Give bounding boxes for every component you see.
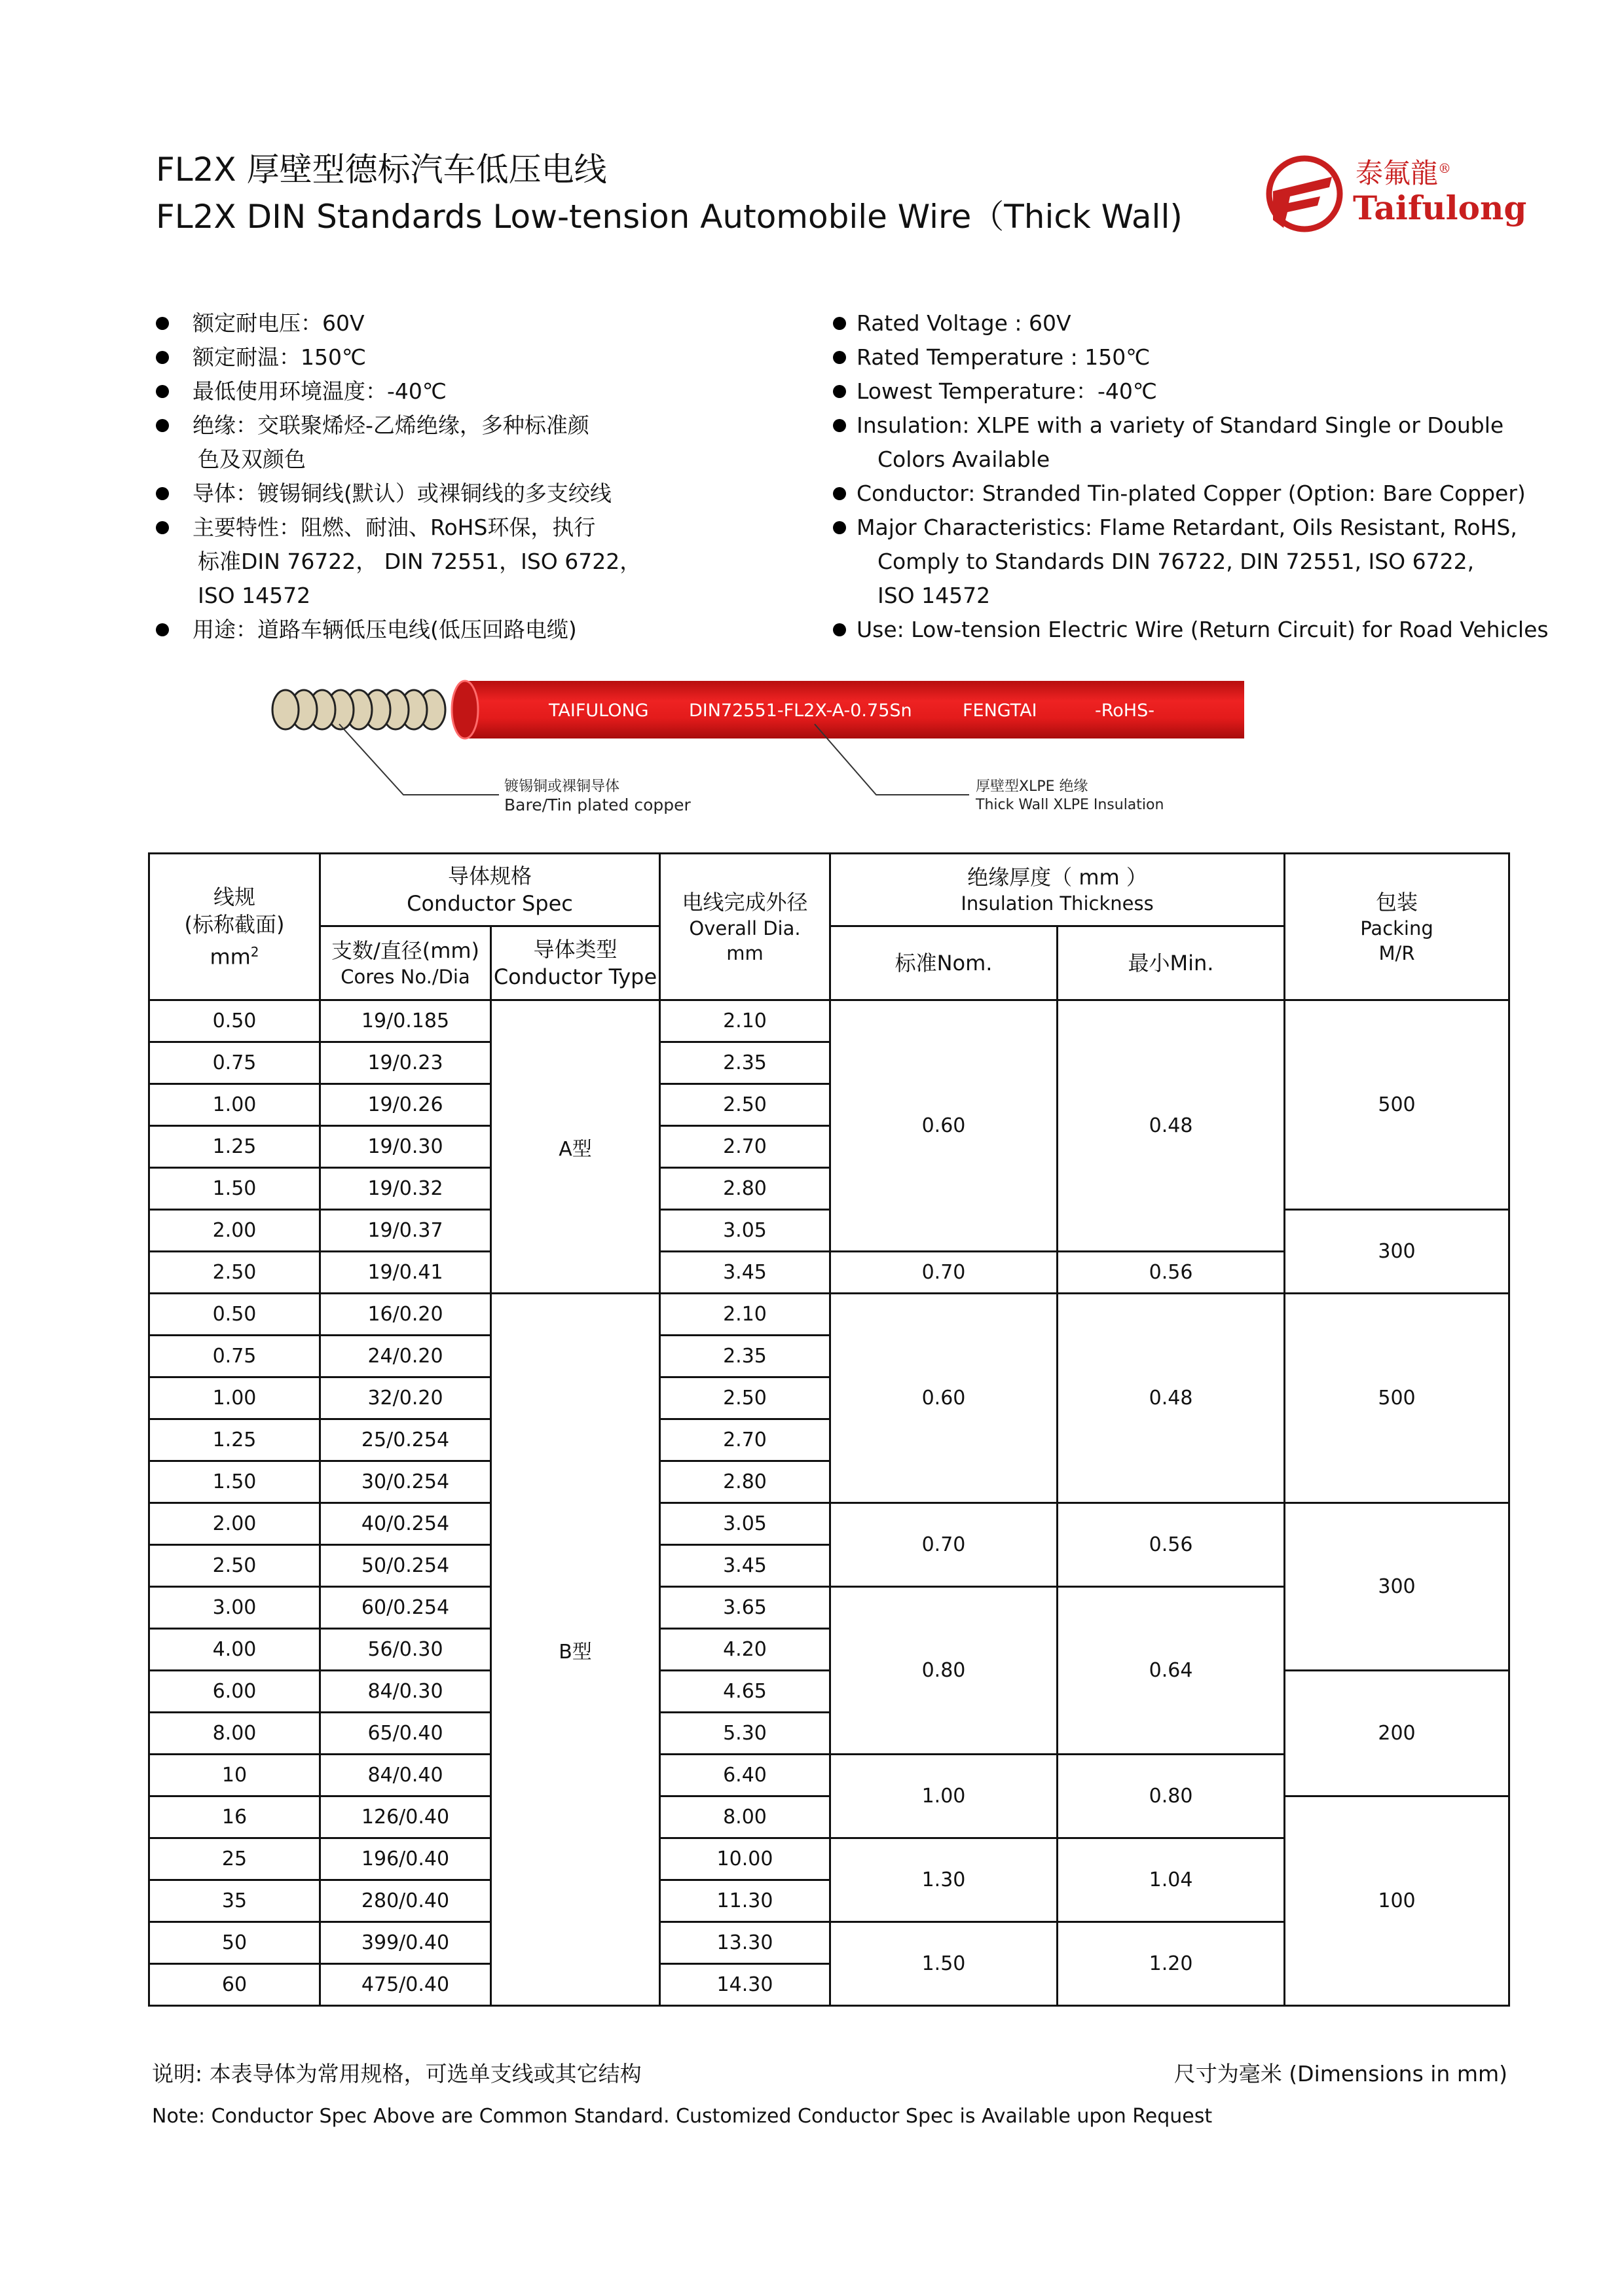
spec-table xyxy=(148,852,1510,2007)
cell-cores: 56/0.30 xyxy=(320,1629,491,1671)
cell-overall-dia: 8.00 xyxy=(660,1796,830,1838)
cell-overall-dia: 3.65 xyxy=(660,1587,830,1629)
table-row xyxy=(149,1210,1509,1252)
cell-overall-dia: 3.05 xyxy=(660,1503,830,1545)
cell-size: 60 xyxy=(149,1964,320,2006)
bullet-dot-icon xyxy=(156,317,169,330)
feature-text-continued: 标准DIN 76722， DIN 72551，ISO 6722， xyxy=(198,549,642,574)
feature-text: 用途：道路车辆低压电线(低压回路电缆) xyxy=(193,617,577,642)
bullet-dot-icon xyxy=(833,521,846,534)
header-size: 线规 (标称截面) $mm^2$ xyxy=(149,854,320,1000)
feature-text: 最低使用环境温度：-40℃ xyxy=(193,378,447,404)
wire-print-brand: TAIFULONG xyxy=(549,701,649,721)
feature-text-continued: ISO 14572 xyxy=(198,583,311,608)
cell-insulation-nom: 0.70 xyxy=(830,1252,1058,1294)
cell-overall-dia: 2.70 xyxy=(660,1126,830,1168)
cell-cores: 19/0.185 xyxy=(320,1000,491,1042)
cell-size: 1.50 xyxy=(149,1168,320,1210)
cell-insulation-min: 1.04 xyxy=(1058,1838,1285,1922)
cell-conductor-type: B型 xyxy=(491,1294,660,2006)
taifulong-logo xyxy=(1264,148,1527,240)
cell-overall-dia: 2.35 xyxy=(660,1042,830,1084)
cell-insulation-nom: 1.30 xyxy=(830,1838,1058,1922)
registered-mark: ® xyxy=(1438,160,1452,176)
cell-insulation-min: 0.48 xyxy=(1058,1000,1285,1252)
feature-item xyxy=(833,306,1579,340)
cell-overall-dia: 2.80 xyxy=(660,1168,830,1210)
header-overall-dia: 电线完成外径 Overall Dia. mm xyxy=(660,854,830,1000)
header-conductor-type: 导体类型 Conductor Type xyxy=(491,926,660,1000)
cell-overall-dia: 2.10 xyxy=(660,1294,830,1336)
cell-cores: 19/0.32 xyxy=(320,1168,491,1210)
feature-text: 绝缘：交联聚烯烃-乙烯绝缘，多种标准颜 xyxy=(193,412,589,438)
cell-cores: 126/0.40 xyxy=(320,1796,491,1838)
feature-item xyxy=(156,511,837,613)
feature-text: Use: Low-tension Electric Wire (Return Circuit) for Road Vehicles xyxy=(857,617,1549,642)
wire-print-spec: DIN72551-FL2X-A-0.75Sn xyxy=(689,701,912,721)
header-packing: 包装 Packing M/R xyxy=(1285,854,1509,1000)
bullet-dot-icon xyxy=(833,623,846,636)
table-row xyxy=(149,1671,1509,1713)
cell-size: 16 xyxy=(149,1796,320,1838)
cell-cores: 196/0.40 xyxy=(320,1838,491,1880)
cell-size: 1.00 xyxy=(149,1377,320,1419)
cell-insulation-min: 0.56 xyxy=(1058,1252,1285,1294)
cell-size: 0.75 xyxy=(149,1042,320,1084)
cell-cores: 60/0.254 xyxy=(320,1587,491,1629)
header-conductor-spec: 导体规格 Conductor Spec xyxy=(320,854,660,926)
cell-cores: 16/0.20 xyxy=(320,1294,491,1336)
cell-size: 2.50 xyxy=(149,1252,320,1294)
bullet-dot-icon xyxy=(156,419,169,432)
wire-print-maker: FENGTAI xyxy=(963,701,1037,721)
bullet-dot-icon xyxy=(833,351,846,364)
cell-cores: 399/0.40 xyxy=(320,1922,491,1964)
header-min: 最小Min. xyxy=(1058,926,1285,1000)
cell-insulation-min: 1.20 xyxy=(1058,1922,1285,2006)
cell-size: 35 xyxy=(149,1880,320,1922)
cell-overall-dia: 4.20 xyxy=(660,1629,830,1671)
feature-text: Conductor: Stranded Tin-plated Copper (Option: Bare Copper) xyxy=(857,481,1526,506)
cell-cores: 19/0.23 xyxy=(320,1042,491,1084)
cell-insulation-nom: 1.50 xyxy=(830,1922,1058,2006)
cell-cores: 19/0.41 xyxy=(320,1252,491,1294)
cell-cores: 25/0.254 xyxy=(320,1419,491,1461)
feature-item xyxy=(833,613,1579,647)
feature-text: 导体：镀锡铜线(默认）或裸铜线的多支绞线 xyxy=(193,481,612,506)
cell-insulation-nom: 0.60 xyxy=(830,1294,1058,1503)
taifulong-logo-mark xyxy=(1264,151,1349,236)
cell-overall-dia: 3.45 xyxy=(660,1252,830,1294)
cell-conductor-type: A型 xyxy=(491,1000,660,1294)
cell-size: 3.00 xyxy=(149,1587,320,1629)
logo-text-en: Taifulong xyxy=(1353,189,1527,227)
cell-overall-dia: 10.00 xyxy=(660,1838,830,1880)
bullet-dot-icon xyxy=(156,623,169,636)
cell-size: 50 xyxy=(149,1922,320,1964)
bullet-dot-icon xyxy=(833,317,846,330)
feature-text: Insulation: XLPE with a variety of Standard Single or Double xyxy=(857,412,1504,438)
cell-packing: 300 xyxy=(1285,1503,1509,1671)
feature-item xyxy=(833,374,1579,409)
cell-cores: 84/0.30 xyxy=(320,1671,491,1713)
table-row xyxy=(149,1294,1509,1336)
cell-overall-dia: 2.80 xyxy=(660,1461,830,1503)
cell-size: 25 xyxy=(149,1838,320,1880)
cell-size: 1.25 xyxy=(149,1126,320,1168)
cell-packing: 500 xyxy=(1285,1294,1509,1503)
cell-cores: 19/0.26 xyxy=(320,1084,491,1126)
feature-item xyxy=(833,409,1579,477)
conductor-strand xyxy=(272,690,299,729)
feature-item xyxy=(156,340,837,374)
cell-size: 2.00 xyxy=(149,1503,320,1545)
cell-overall-dia: 2.10 xyxy=(660,1000,830,1042)
cell-insulation-min: 0.80 xyxy=(1058,1755,1285,1838)
feature-text-continued: ISO 14572 xyxy=(877,583,991,608)
feature-text-continued: Comply to Standards DIN 76722, DIN 72551, ISO 6722, xyxy=(877,549,1475,574)
feature-text: 主要特性：阻燃、耐油、RoHS环保，执行 xyxy=(193,515,596,540)
feature-text: 额定耐温：150℃ xyxy=(193,344,367,370)
feature-item xyxy=(833,340,1579,374)
feature-text: Rated Voltage : 60V xyxy=(857,310,1071,336)
cell-insulation-min: 0.64 xyxy=(1058,1587,1285,1755)
callout-conductor: 镀锡铜或裸铜导体 Bare/Tin plated copper xyxy=(504,778,691,814)
footer-unit-note: 尺寸为毫米 (Dimensions in mm) xyxy=(1173,2061,1507,2086)
wire-illustration xyxy=(268,674,1264,818)
bullet-dot-icon xyxy=(156,351,169,364)
logo-text-cn: 泰氟龍® xyxy=(1356,157,1452,189)
wire-print-rohs: -RoHS- xyxy=(1095,701,1154,721)
cell-packing: 500 xyxy=(1285,1000,1509,1210)
feature-text: Rated Temperature : 150℃ xyxy=(857,344,1151,370)
cell-insulation-min: 0.56 xyxy=(1058,1503,1285,1587)
cell-size: 10 xyxy=(149,1755,320,1796)
feature-text: 额定耐电压：60V xyxy=(193,310,365,336)
cell-overall-dia: 2.35 xyxy=(660,1336,830,1377)
cell-cores: 30/0.254 xyxy=(320,1461,491,1503)
cell-size: 6.00 xyxy=(149,1671,320,1713)
cell-overall-dia: 2.50 xyxy=(660,1084,830,1126)
bullet-dot-icon xyxy=(156,521,169,534)
feature-item xyxy=(156,306,837,340)
feature-item xyxy=(156,374,837,409)
cell-overall-dia: 13.30 xyxy=(660,1922,830,1964)
conductor-strands xyxy=(272,690,445,729)
feature-text-continued: 色及双颜色 xyxy=(198,446,306,472)
cell-packing: 300 xyxy=(1285,1210,1509,1294)
features-list-cn xyxy=(156,306,837,647)
cell-size: 8.00 xyxy=(149,1713,320,1755)
page-title-cn: FL2X 厚壁型德标汽车低压电线 xyxy=(156,151,607,189)
cell-cores: 32/0.20 xyxy=(320,1377,491,1419)
features-list-en xyxy=(833,306,1579,647)
footer-note-cn: 说明: 本表导体为常用规格，可选单支线或其它结构 xyxy=(152,2061,642,2086)
cell-cores: 475/0.40 xyxy=(320,1964,491,2006)
cell-packing: 100 xyxy=(1285,1796,1509,2006)
feature-item xyxy=(156,477,837,511)
bullet-dot-icon xyxy=(156,385,169,398)
cell-insulation-min: 0.48 xyxy=(1058,1294,1285,1503)
cell-insulation-nom: 0.60 xyxy=(830,1000,1058,1252)
cell-size: 0.75 xyxy=(149,1336,320,1377)
feature-text: Major Characteristics: Flame Retardant, Oils Resistant, RoHS, xyxy=(857,515,1517,540)
feature-text: Lowest Temperature：-40℃ xyxy=(857,378,1157,404)
cell-overall-dia: 4.65 xyxy=(660,1671,830,1713)
feature-item xyxy=(833,477,1579,511)
table-row xyxy=(149,1503,1509,1545)
cell-overall-dia: 3.45 xyxy=(660,1545,830,1587)
cell-overall-dia: 5.30 xyxy=(660,1713,830,1755)
cell-size: 4.00 xyxy=(149,1629,320,1671)
callout-insulation: 厚壁型XLPE 绝缘 Thick Wall XLPE Insulation xyxy=(976,778,1164,813)
cell-cores: 65/0.40 xyxy=(320,1713,491,1755)
cell-overall-dia: 14.30 xyxy=(660,1964,830,2006)
cell-overall-dia: 11.30 xyxy=(660,1880,830,1922)
cell-size: 1.50 xyxy=(149,1461,320,1503)
header-cores: 支数/直径(mm) Cores No./Dia xyxy=(320,926,491,1000)
cell-overall-dia: 2.70 xyxy=(660,1419,830,1461)
cell-cores: 50/0.254 xyxy=(320,1545,491,1587)
bullet-dot-icon xyxy=(833,487,846,500)
bullet-dot-icon xyxy=(156,487,169,500)
cell-cores: 40/0.254 xyxy=(320,1503,491,1545)
feature-item xyxy=(156,613,837,647)
feature-item xyxy=(156,409,837,477)
cell-cores: 24/0.20 xyxy=(320,1336,491,1377)
cell-overall-dia: 6.40 xyxy=(660,1755,830,1796)
header-insulation-thickness: 绝缘厚度（ mm ） Insulation Thickness xyxy=(830,854,1285,926)
insulation-cut-edge xyxy=(452,681,478,738)
cell-packing: 200 xyxy=(1285,1671,1509,1796)
cell-size: 2.00 xyxy=(149,1210,320,1252)
feature-item xyxy=(833,511,1579,613)
cell-size: 1.00 xyxy=(149,1084,320,1126)
footer-note-en: Note: Conductor Spec Above are Common Standard. Customized Conductor Spec is Available upon Request xyxy=(152,2105,1213,2128)
cell-cores: 19/0.37 xyxy=(320,1210,491,1252)
cell-size: 0.50 xyxy=(149,1294,320,1336)
cell-cores: 84/0.40 xyxy=(320,1755,491,1796)
feature-text-continued: Colors Available xyxy=(877,446,1050,472)
cell-cores: 280/0.40 xyxy=(320,1880,491,1922)
bullet-dot-icon xyxy=(833,385,846,398)
cell-size: 1.25 xyxy=(149,1419,320,1461)
page-title-en: FL2X DIN Standards Low-tension Automobile Wire（Thick Wall) xyxy=(156,198,1183,236)
cell-cores: 19/0.30 xyxy=(320,1126,491,1168)
cell-size: 0.50 xyxy=(149,1000,320,1042)
cell-overall-dia: 2.50 xyxy=(660,1377,830,1419)
header-nom: 标准Nom. xyxy=(830,926,1058,1000)
cell-insulation-nom: 1.00 xyxy=(830,1755,1058,1838)
cell-insulation-nom: 0.70 xyxy=(830,1503,1058,1587)
cell-overall-dia: 3.05 xyxy=(660,1210,830,1252)
cell-size: 2.50 xyxy=(149,1545,320,1587)
table-row xyxy=(149,1000,1509,1042)
table-row xyxy=(149,1796,1509,1838)
bullet-dot-icon xyxy=(833,419,846,432)
cell-insulation-nom: 0.80 xyxy=(830,1587,1058,1755)
